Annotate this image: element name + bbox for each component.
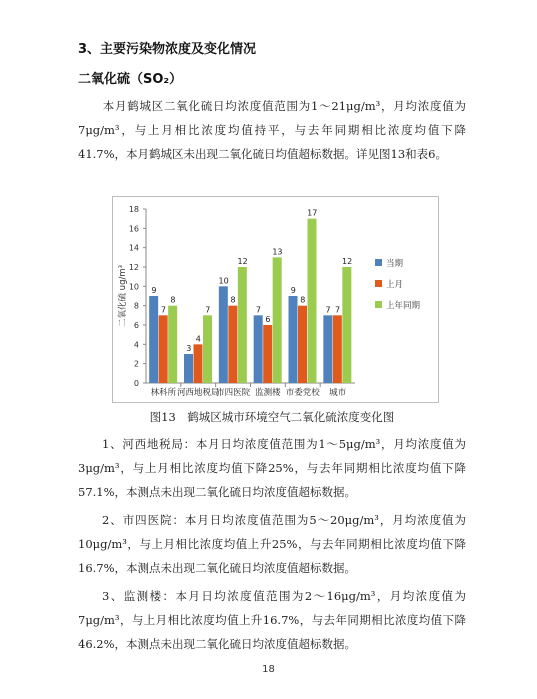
data-label: 7	[325, 305, 331, 315]
intro-paragraph-text: 本月鹤城区二氧化硫日均浓度值范围为1～21μg/m³，月均浓度值为7μg/m³，与上月相比浓度均值持平，与去年同期相比浓度均值下降41.7%，本月鹤城区未出现二氧化硫日均值超标数据。详见图13和表6。	[78, 99, 466, 161]
legend-label: 当期	[386, 259, 404, 269]
bar-上年同期-监测楼	[273, 257, 282, 383]
data-label: 8	[170, 295, 176, 305]
bar-上月-城市	[333, 315, 342, 383]
subheading: 二氧化硫（SO₂）	[78, 72, 183, 87]
bar-上年同期-市委党校	[308, 219, 317, 383]
legend-swatch-上月	[375, 280, 382, 287]
bar-当期-市委党校	[289, 296, 298, 383]
data-label: 8	[300, 295, 306, 305]
data-label: 3	[186, 344, 192, 353]
y-axis-label: 二氧化硫 ug/m³	[118, 264, 128, 328]
x-tick-label: 河西地税局	[176, 388, 220, 398]
y-tick-label: 8	[133, 301, 139, 311]
data-label: 7	[335, 305, 341, 315]
x-tick-label: 城市	[329, 388, 347, 398]
page-number: 18	[262, 664, 275, 675]
x-tick-label: 市四医院	[216, 388, 251, 398]
bar-上年同期-城市	[342, 267, 351, 383]
x-tick-label: 监测楼	[255, 388, 281, 398]
item-text-1: 1、河西地税局：本月日均浓度值范围为1～5μg/m³，月均浓度值为3μg/m³，与上月相比浓度均值下降25%，与去年同期相比浓度均值下降57.1%，本测点未出现二氧化硫日均浓度值超标数据。	[78, 437, 466, 499]
bar-上月-河西地税局	[194, 344, 203, 383]
bar-上月-市委党校	[298, 306, 307, 383]
item-text-2: 2、市四医院：本月日均浓度值范围为5～20μg/m³，月均浓度值为10μg/m³，与上月相比浓度均值上升25%，与去年同期相比浓度均值下降16.7%，本测点未出现二氧化硫日均浓度值超标数据。	[78, 513, 466, 575]
bar-当期-监测楼	[254, 315, 263, 383]
y-tick-label: 16	[128, 224, 139, 234]
item-paragraph-3	[78, 584, 466, 656]
bar-当期-河西地税局	[184, 354, 193, 383]
y-tick-label: 18	[128, 205, 139, 214]
legend-label: 上月	[386, 280, 404, 290]
figure-caption: 图13 鹤城区城市环境空气二氧化硫浓度变化图	[149, 410, 395, 424]
y-tick-label: 2	[133, 359, 139, 369]
y-tick-label: 4	[133, 340, 139, 350]
data-label: 12	[341, 257, 353, 266]
data-label: 8	[230, 295, 236, 305]
data-label: 10	[218, 276, 229, 286]
y-tick-label: 12	[128, 263, 139, 272]
legend-swatch-当期	[375, 259, 382, 266]
intro-paragraph	[78, 94, 466, 166]
data-label: 7	[160, 305, 166, 315]
x-tick-label: 市委党校	[285, 388, 320, 398]
data-label: 17	[307, 208, 318, 218]
bar-上月-林科所	[159, 315, 168, 383]
item-paragraph-2	[78, 508, 466, 580]
data-label: 9	[290, 286, 296, 295]
data-label: 7	[255, 305, 261, 315]
bar-上年同期-市四医院	[238, 267, 247, 383]
legend-swatch-上年同期	[375, 301, 382, 308]
legend-label: 上年同期	[386, 301, 421, 311]
data-label: 12	[237, 257, 248, 266]
section-heading: 3、主要污染物浓度及变化情况	[78, 42, 257, 57]
chart-figure	[112, 196, 439, 403]
y-tick-label: 14	[128, 243, 139, 253]
bar-上月-市四医院	[228, 306, 237, 383]
data-label: 4	[195, 334, 201, 344]
y-tick-label: 10	[128, 282, 139, 292]
data-label: 6	[265, 315, 271, 324]
bar-当期-林科所	[149, 296, 158, 383]
y-tick-label: 0	[133, 379, 139, 388]
item-text-3: 3、监测楼：本月日均浓度值范围为2～16μg/m³，月均浓度值为7μg/m³，与上月相比浓度均值上升16.7%，与去年同期相比浓度均值下降46.2%，本测点未出现二氧化硫日均浓度值超标数据。	[78, 589, 466, 651]
y-tick-label: 6	[133, 321, 139, 330]
so2-bar-chart	[113, 197, 438, 402]
x-tick-label: 林科所	[150, 388, 177, 398]
bar-当期-市四医院	[219, 286, 228, 383]
item-paragraph-1	[78, 432, 466, 504]
bar-上月-监测楼	[263, 325, 272, 383]
data-label: 7	[205, 305, 211, 315]
bar-上年同期-河西地税局	[203, 315, 212, 383]
data-label: 13	[272, 247, 283, 257]
data-label: 9	[151, 286, 157, 295]
bar-当期-城市	[323, 315, 332, 383]
bar-上年同期-林科所	[168, 306, 177, 383]
